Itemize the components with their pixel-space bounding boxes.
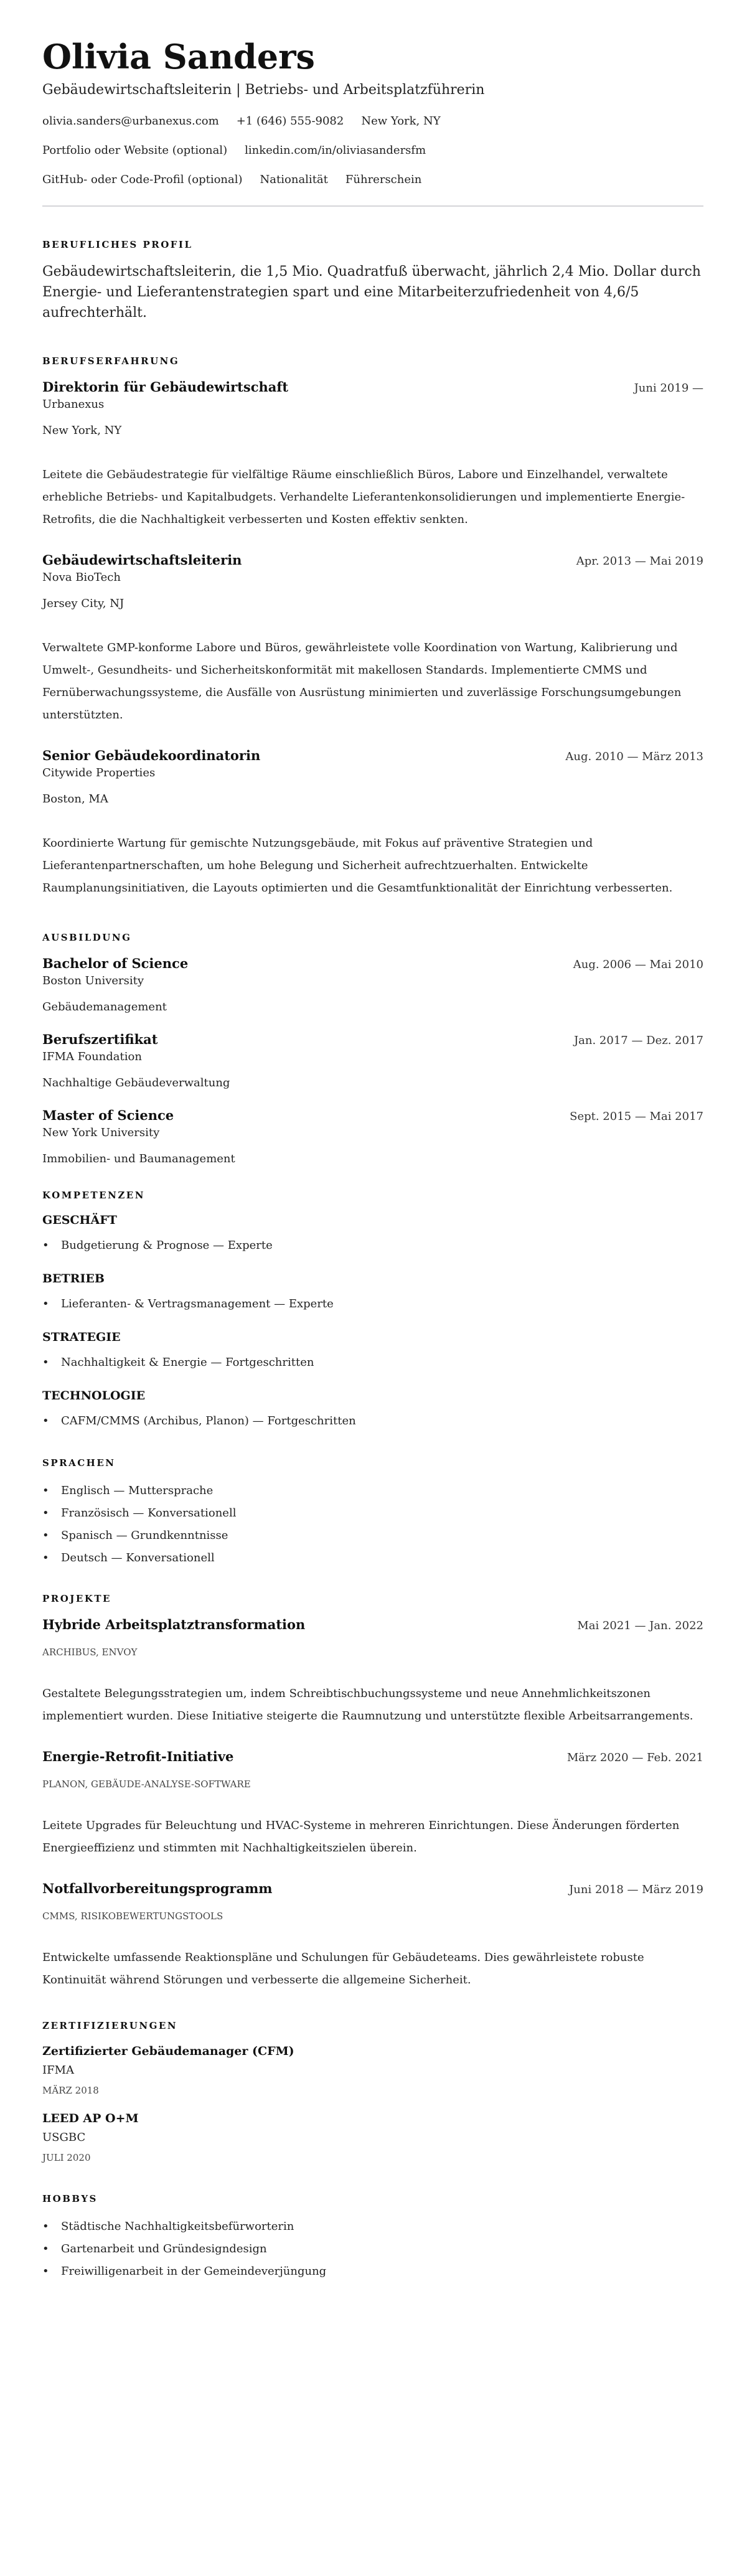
contact-email[interactable]: olivia.sanders@urbanexus.com (42, 115, 219, 128)
header-divider (42, 205, 703, 207)
degree-title: Bachelor of Science (42, 956, 189, 971)
certification-entry (42, 2042, 703, 2097)
project-tech: CMMS, RISIKOBEWERTUNGSTOOLS (42, 1911, 223, 1922)
contact-row-2 (42, 143, 703, 159)
contact-nationality: Nationalität (260, 173, 328, 186)
skill-item: • Nachhaltigkeit & Energie — Fortgeschritten (42, 1351, 703, 1374)
skill-list (42, 1293, 703, 1315)
job-title: Senior Gebäudekoordinatorin (42, 748, 261, 763)
job-dates: Apr. 2013 — Mai 2019 (576, 555, 703, 568)
job-description: Leitete die Gebäudestrategie für vielfältige Räume einschließlich Büros, Labore und Einzelhandel, verwaltete erhebliche Betriebs- und Kapitalbudgets. Verhandelte Lieferantenkonsolidierungen und implementierte Energie-Retrofits, die die Nachhaltigkeit verbesserten und Kosten effektiv senkten. (42, 468, 685, 526)
job-company: Citywide Properties (42, 766, 156, 779)
candidate-name: Olivia Sanders (42, 37, 315, 77)
school-name: New York University (42, 1126, 160, 1139)
field-of-study: Nachhaltige Gebäudeverwaltung (42, 1076, 230, 1089)
skill-category: STRATEGIE (42, 1330, 121, 1344)
resume-header (42, 36, 703, 207)
field-of-study: Gebäudemanagement (42, 1000, 167, 1013)
project-tech: PLANON, GEBÄUDE-ANALYSE-SOFTWARE (42, 1779, 251, 1790)
contact-drivers-license: Führerschein (345, 173, 422, 186)
section-title-hobbies: HOBBYS (42, 2193, 98, 2204)
contact-linkedin[interactable]: linkedin.com/in/oliviasandersfm (245, 144, 426, 157)
certification-name: Zertifizierter Gebäudemanager (CFM) (42, 2044, 294, 2058)
project-dates: Mai 2021 — Jan. 2022 (577, 1619, 703, 1632)
project-name: Energie-Retrofit-Initiative (42, 1749, 234, 1764)
hobby-item: • Städtische Nachhaltigkeitsbefürworterin (42, 2216, 703, 2238)
skill-category: TECHNOLOGIE (42, 1389, 146, 1403)
skill-category: GESCHÄFT (42, 1213, 117, 1227)
certification-issuer: IFMA (42, 2064, 75, 2077)
education-dates: Aug. 2006 — Mai 2010 (573, 958, 703, 971)
certification-date: MÄRZ 2018 (42, 2085, 99, 2096)
project-dates: März 2020 — Feb. 2021 (566, 1751, 703, 1764)
section-title-skills: KOMPETENZEN (42, 1190, 145, 1201)
section-hobbies (42, 2192, 703, 2283)
job-location: Boston, MA (42, 792, 108, 806)
job-title: Gebäudewirtschaftsleiterin (42, 552, 242, 568)
experience-entry (42, 746, 703, 900)
section-title-projects: PROJEKTE (42, 1593, 111, 1604)
education-dates: Jan. 2017 — Dez. 2017 (573, 1034, 703, 1047)
section-title-education: AUSBILDUNG (42, 932, 132, 943)
hobby-list (42, 2216, 703, 2283)
job-company: Urbanexus (42, 398, 105, 411)
contact-github[interactable]: GitHub- oder Code-Profil (optional) (42, 173, 243, 186)
section-profile (42, 238, 703, 323)
contact-portfolio[interactable]: Portfolio oder Website (optional) (42, 144, 228, 157)
project-entry (42, 1615, 703, 1728)
skill-item: • CAFM/CMMS (Archibus, Planon) — Fortgeschritten (42, 1410, 703, 1432)
profile-summary: Gebäudewirtschaftsleiterin, die 1,5 Mio. Quadratfuß überwacht, jährlich 2,4 Mio. Dollar durch Energie- und Lieferantenstrategien spart und eine Mitarbeiterzufriedenheit von 4,6/5 aufrechterhält. (42, 264, 701, 321)
experience-entry (42, 378, 703, 531)
contact-location: New York, NY (361, 115, 441, 128)
hobby-item: • Gartenarbeit und Gründesigndesign (42, 2238, 703, 2260)
project-name: Hybride Arbeitsplatztransformation (42, 1617, 306, 1632)
school-name: IFMA Foundation (42, 1050, 142, 1063)
skill-list (42, 1234, 703, 1257)
language-item: • Spanisch — Grundkenntnisse (42, 1525, 703, 1547)
language-list (42, 1480, 703, 1569)
section-projects (42, 1592, 703, 1991)
certification-date: JULI 2020 (42, 2152, 91, 2163)
skill-item: • Lieferanten- & Vertragsmanagement — Experte (42, 1293, 703, 1315)
degree-title: Berufszertifikat (42, 1032, 158, 1047)
education-dates: Sept. 2015 — Mai 2017 (570, 1110, 703, 1123)
certification-issuer: USGBC (42, 2131, 86, 2144)
section-title-languages: SPRACHEN (42, 1457, 116, 1469)
certification-entry (42, 2110, 703, 2165)
language-item: • Französisch — Konversationell (42, 1502, 703, 1525)
skill-list (42, 1410, 703, 1432)
job-description: Koordinierte Wartung für gemischte Nutzungsgebäude, mit Fokus auf präventive Strategien und Lieferantenpartnerschaften, um hohe Belegung und Sicherheit aufrechtzuerhalten. Entwickelte Raumplanungsinitiativen, die Layouts optimierten und die Gesamtfunktionalität der Einrichtung verbesserten. (42, 837, 673, 895)
school-name: Boston University (42, 974, 144, 987)
skill-category: BETRIEB (42, 1272, 105, 1286)
project-entry (42, 1747, 703, 1859)
job-company: Nova BioTech (42, 571, 121, 584)
project-description: Gestaltete Belegungsstrategien um, indem Schreibtischbuchungssysteme und neue Annehmlichkeitszonen implementiert wurden. Diese Initiative steigerte die Raumnutzung und unterstützte flexible Arbeitsarrangements. (42, 1687, 693, 1723)
education-entry (42, 1030, 703, 1091)
project-dates: Juni 2018 — März 2019 (569, 1883, 703, 1896)
skill-item: • Budgetierung & Prognose — Experte (42, 1234, 703, 1257)
education-entry (42, 954, 703, 1015)
job-dates: Juni 2019 — (634, 382, 703, 395)
section-title-certifications: ZERTIFIZIERUNGEN (42, 2020, 178, 2031)
candidate-headline: Gebäudewirtschaftsleiterin | Betriebs- und Arbeitsplatzführerin (42, 82, 485, 98)
contact-phone[interactable]: +1 (646) 555-9082 (236, 115, 344, 128)
section-languages (42, 1456, 703, 1569)
education-entry (42, 1106, 703, 1167)
job-dates: Aug. 2010 — März 2013 (565, 750, 703, 763)
project-entry (42, 1879, 703, 1991)
job-title: Direktorin für Gebäudewirtschaft (42, 379, 289, 395)
project-description: Leitete Upgrades für Beleuchtung und HVAC-Systeme in mehreren Einrichtungen. Diese Änderungen förderten Energieeffizienz und stimmten mit Nachhaltigkeitszielen überein. (42, 1819, 680, 1854)
certification-name: LEED AP O+M (42, 2112, 139, 2125)
degree-title: Master of Science (42, 1107, 174, 1123)
section-title-experience: BERUFSERFAHRUNG (42, 355, 180, 367)
contact-row-3 (42, 172, 703, 188)
section-experience (42, 354, 703, 900)
experience-entry (42, 551, 703, 726)
job-location: New York, NY (42, 424, 122, 437)
job-description: Verwaltete GMP-konforme Labore und Büros, gewährleistete volle Koordination von Wartung, Kalibrierung und Umwelt-, Gesundheits- und Sicherheitskonformität mit makellosen Standards. Implementierte CMMS und Fernüberwachungssysteme, die Ausfälle von Ausrüstung minimierten und zuverlässige Forschungsumgebungen unterstützten. (42, 641, 682, 722)
contact-row-1 (42, 113, 703, 129)
project-name: Notfallvorbereitungsprogramm (42, 1881, 273, 1896)
section-education (42, 931, 703, 1167)
language-item: • Deutsch — Konversationell (42, 1547, 703, 1569)
section-title-profile: BERUFLICHES PROFIL (42, 239, 193, 250)
field-of-study: Immobilien- und Baumanagement (42, 1152, 235, 1165)
section-skills (42, 1188, 703, 1432)
hobby-item: • Freiwilligenarbeit in der Gemeindeverjüngung (42, 2260, 703, 2283)
language-item: • Englisch — Muttersprache (42, 1480, 703, 1502)
project-tech: ARCHIBUS, ENVOY (42, 1647, 138, 1658)
section-certifications (42, 2019, 703, 2165)
job-location: Jersey City, NJ (42, 597, 125, 610)
project-description: Entwickelte umfassende Reaktionspläne und Schulungen für Gebäudeteams. Dies gewährleistete robuste Kontinuität während Störungen und verbesserte die allgemeine Sicherheit. (42, 1951, 644, 1986)
skill-list (42, 1351, 703, 1374)
